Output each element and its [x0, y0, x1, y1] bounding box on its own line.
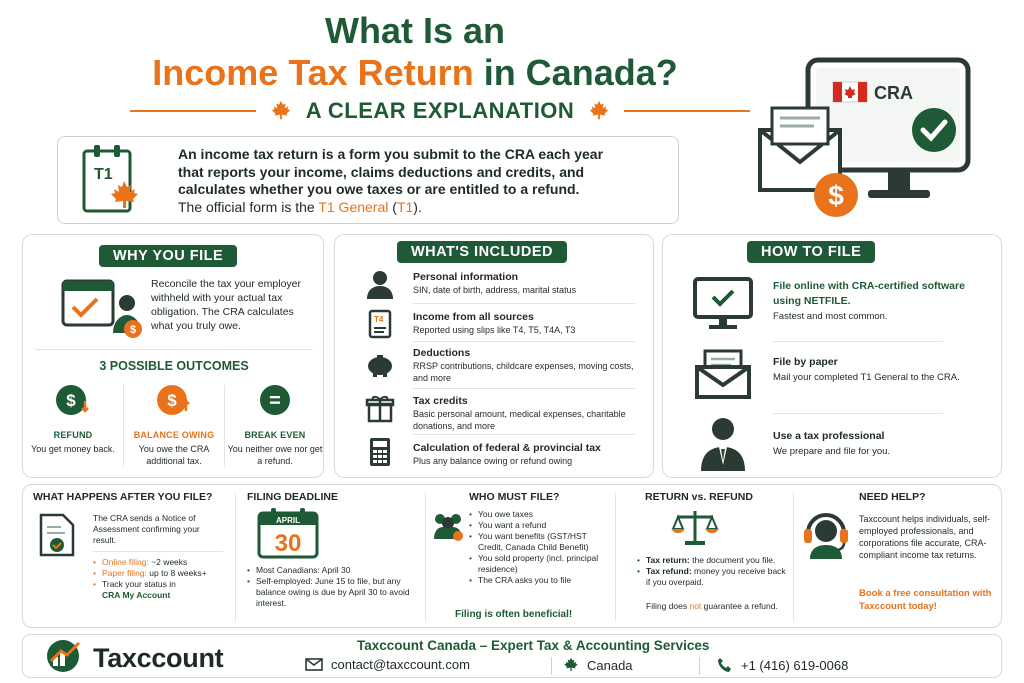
how-item — [773, 279, 993, 324]
divider-left — [130, 110, 256, 112]
balance-owing-icon — [157, 383, 191, 417]
included-item-title: Income from all sources — [413, 311, 534, 323]
how-item — [773, 429, 993, 459]
divider — [413, 341, 635, 342]
included-item-desc: Reported using slips like T4, T5, T4A, T3 — [413, 325, 576, 335]
after-file-bullet: • Online filing: ~2 weeks — [93, 557, 233, 568]
outcome-desc: You owe the CRA additional tax. — [138, 444, 210, 466]
outcome-label: REFUND — [53, 430, 93, 440]
after-file-text: The CRA sends a Notice of Assessment confirming your result. — [93, 513, 200, 545]
how-item-desc: Mail your completed T1 General to the CRA. — [773, 372, 960, 383]
need-help-section — [793, 485, 1001, 629]
form-code: T1 — [396, 198, 414, 215]
who-bullet: • The CRA asks you to file — [469, 575, 609, 586]
piggy-bank-icon — [365, 349, 395, 379]
intro-line1: An income tax return is a form you submit to the CRA each year — [178, 146, 604, 162]
how-item-title: File by paper — [773, 356, 838, 368]
people-icon — [431, 509, 465, 543]
page-subtitle: A CLEAR EXPLANATION — [305, 98, 575, 123]
refund-definition: • Tax refund: money you receive back if you overpaid. — [637, 566, 787, 588]
maple-leaf-icon — [563, 657, 579, 673]
after-file-heading: WHAT HAPPENS AFTER YOU FILE? — [33, 491, 213, 503]
svg-text:=: = — [269, 390, 281, 412]
gift-icon — [365, 393, 395, 423]
included-item — [413, 395, 643, 432]
envelope-icon — [691, 345, 755, 401]
maple-leaf-icon — [270, 100, 292, 122]
t1-label: T1 — [94, 166, 113, 183]
taxccount-logo-icon — [45, 639, 87, 673]
calculator-icon — [365, 437, 395, 467]
after-file-bullets — [93, 557, 233, 601]
return-refund-note: Filing does not guarantee a refund. — [646, 601, 778, 611]
divider-right — [624, 110, 750, 112]
divider — [413, 303, 635, 304]
outcome-label: BALANCE OWING — [133, 430, 215, 440]
mail-icon — [305, 658, 323, 671]
outcome-break-even — [227, 383, 323, 467]
why-you-file-panel — [22, 234, 324, 478]
phone-text[interactable]: +1 (416) 619-0068 — [741, 657, 849, 673]
intro-line3: calculates whether you owe taxes or are entitled to a refund. — [178, 181, 580, 197]
dollar-symbol: $ — [129, 324, 137, 336]
footer-phone[interactable] — [717, 657, 848, 673]
screen-label: CRA — [874, 83, 913, 103]
monitor-check-icon — [691, 275, 755, 331]
whats-included-badge: WHAT'S INCLUDED — [397, 241, 567, 263]
divider — [773, 341, 943, 342]
paren-open: ( — [388, 198, 397, 215]
need-help-heading: NEED HELP? — [859, 491, 926, 503]
deadline-bullets — [247, 565, 419, 609]
included-item — [413, 442, 643, 468]
consultation-cta[interactable]: Book a free consultation with Taxccount today! — [859, 588, 992, 612]
person-icon — [365, 269, 395, 299]
deadline-bullet: • Most Canadians: April 30 — [247, 565, 419, 576]
title-rest: in Canada? — [473, 52, 678, 93]
deadline-section — [235, 485, 425, 629]
how-to-file-badge: HOW TO FILE — [747, 241, 875, 263]
footer-country — [563, 657, 633, 673]
who-must-file-note: Filing is often beneficial! — [455, 609, 573, 620]
dollar-symbol: $ — [828, 180, 844, 211]
deadline-heading: FILING DEADLINE — [247, 491, 338, 503]
who-bullet: • You want benefits (GST/HST Credit, Canada Child Benefit) — [469, 531, 609, 553]
t1-document-icon — [80, 143, 146, 219]
divider — [551, 657, 552, 675]
cra-my-account-link[interactable]: CRA My Account — [102, 590, 171, 600]
form-name: T1 General — [318, 198, 389, 215]
title-highlight: Income Tax Return — [152, 52, 474, 93]
how-item-desc: Fastest and most common. — [773, 311, 888, 322]
included-item — [413, 271, 643, 297]
refund-icon — [56, 383, 90, 417]
after-file-bullet: • Paper filing: up to 8 weeks+ — [93, 568, 233, 579]
return-definition: • Tax return: the document you file. — [637, 555, 787, 566]
intro-box — [57, 136, 679, 224]
why-text: Reconcile the tax your employer withheld with your actual tax obligation. The CRA calculates what you truly owe. — [151, 278, 301, 332]
divider — [413, 388, 635, 389]
intro-text — [178, 146, 668, 216]
return-vs-refund-section — [615, 485, 793, 629]
outcome-refund — [25, 383, 121, 456]
outcome-balance-owing — [126, 383, 222, 467]
return-refund-bullets — [637, 555, 787, 588]
divider — [699, 657, 700, 675]
slip-icon — [365, 309, 395, 339]
included-item-desc: Plus any balance owing or refund owing — [413, 456, 573, 466]
scales-icon — [671, 507, 719, 547]
deadline-day: 30 — [274, 530, 302, 557]
headset-icon — [801, 505, 851, 559]
included-item-desc: SIN, date of birth, address, marital status — [413, 285, 577, 295]
svg-text:T4: T4 — [374, 315, 384, 324]
calendar-check-icon — [61, 277, 149, 341]
break-even-icon — [258, 383, 292, 417]
deadline-bullet: • Self-employed: June 15 to file, but any balance owing is due by April 30 to avoid interest. — [247, 576, 419, 609]
subtitle-row — [130, 96, 750, 126]
intro-line2: that reports your income, claims deductions and credits, and — [178, 163, 585, 180]
email-text[interactable]: contact@taxccount.com — [331, 657, 470, 672]
included-item-desc: Basic personal amount, medical expenses, charitable donations, and more — [413, 409, 626, 431]
maple-leaf-icon — [588, 100, 610, 122]
divider — [224, 385, 225, 467]
who-must-file-heading: WHO MUST FILE? — [469, 491, 560, 503]
included-item-title: Deductions — [413, 347, 471, 359]
page-title-line1: What Is an — [324, 10, 506, 51]
svg-text:$: $ — [167, 391, 177, 410]
how-item-title: File online with CRA-certified software using NETFILE. — [773, 280, 965, 307]
included-item-title: Calculation of federal & provincial tax — [413, 442, 601, 454]
outcome-label: BREAK EVEN — [244, 430, 306, 440]
whats-included-panel — [334, 234, 654, 478]
footer-tagline: Taxccount Canada – Expert Tax & Accounting Services — [357, 638, 710, 653]
included-item — [413, 347, 643, 384]
how-item-desc: We prepare and file for you. — [773, 446, 891, 457]
page-title-line2 — [0, 52, 830, 94]
footer-email[interactable] — [305, 657, 470, 672]
who-bullet: • You want a refund — [469, 520, 609, 531]
why-you-file-badge: WHY YOU FILE — [99, 245, 237, 267]
included-item-title: Tax credits — [413, 395, 468, 407]
country-text: Canada — [587, 657, 633, 673]
paren-close: ). — [413, 198, 422, 215]
professional-icon — [691, 415, 755, 471]
after-file-section — [23, 485, 235, 629]
how-to-file-panel — [662, 234, 1002, 478]
need-help-text: Taxccount helps individuals, self-employed professionals, and corporations file accurate, CRA-compliant income tax returns. — [859, 514, 991, 560]
divider — [413, 434, 635, 435]
outcome-desc: You neither owe nor get a refund. — [227, 444, 323, 466]
brand-name: Taxccount — [93, 643, 224, 673]
who-bullet: • You sold property (incl. principal residence) — [469, 553, 609, 575]
included-item — [413, 311, 643, 337]
who-must-file-bullets — [469, 509, 609, 586]
notice-document-icon — [39, 513, 75, 557]
divider — [773, 413, 943, 414]
divider — [93, 551, 223, 552]
intro-official-prefix: The official form is the — [178, 198, 319, 215]
footer — [22, 634, 1002, 678]
phone-icon — [717, 657, 733, 673]
deadline-month: APRIL — [276, 516, 300, 525]
divider — [123, 385, 124, 467]
outcome-desc: You get money back. — [31, 444, 115, 454]
who-must-file-section — [425, 485, 615, 629]
included-item-desc: RRSP contributions, childcare expenses, moving costs, and more — [413, 361, 634, 383]
divider — [35, 349, 313, 350]
how-item-title: Use a tax professional — [773, 430, 885, 442]
how-item — [773, 355, 993, 385]
return-vs-refund-heading: RETURN vs. REFUND — [645, 491, 753, 503]
after-file-bullet: • Track your status in CRA My Account — [93, 579, 233, 601]
cra-computer-illustration — [738, 50, 978, 230]
outcomes-title: 3 POSSIBLE OUTCOMES — [99, 359, 249, 373]
who-bullet: • You owe taxes — [469, 509, 609, 520]
svg-text:$: $ — [66, 391, 76, 410]
calendar-icon — [257, 507, 319, 559]
bottom-info-strip — [22, 484, 1002, 628]
included-item-title: Personal information — [413, 271, 519, 283]
